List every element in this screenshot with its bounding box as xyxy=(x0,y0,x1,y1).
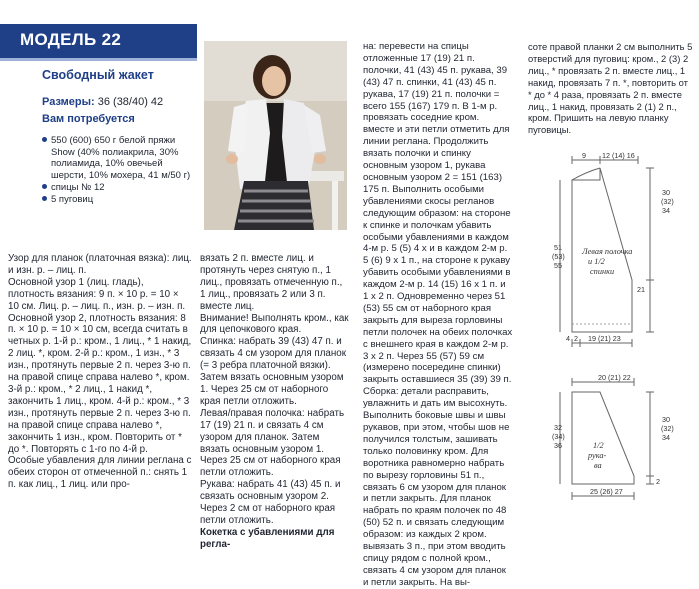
materials-list xyxy=(42,135,197,205)
sleeve-label-line3: ва xyxy=(594,461,602,470)
dim-left: 51 xyxy=(554,243,562,252)
sleeve-dim-left-3: 36 xyxy=(554,441,562,450)
schematic-label-line2: и 1/2 xyxy=(588,257,605,266)
text-paragraph: Левая/правая полочка: набрать 17 (19) 21 п. и связать 4 см узором для планок. Затем вязать основным узором 1. Через 25 см от наборного края петли отложить. xyxy=(200,407,345,479)
materials-heading: Вам потребуется xyxy=(42,113,135,125)
dim-right-top: 30 xyxy=(662,188,670,197)
text-paragraph: на: перевести на спицы отложенные 17 (19) 21 п. полочки, 41 (43) 45 п. рукава, 39 (43) 47 п. спинки, 41 (43) 45 п. рукава, 17 (19) 21 п. полочки = всего 155 (167) 179 п. В 1-м р. провязать соседние кром. вместе и эти петли отметить для линии реглана. Продолжить вязать полочки и спинку основным узором 1, рукава основным узором 2 = 151 (163) 175 п. Выполнить особыми убавлениями скосы регланов следующим образом: на стороне к спинке и полочкам убавить особыми убавлениями в каждом 4-м р. 5 (5) 4 х и в каждом 2-м р. 5 (6) 9 х 1 п., на стороне к рукаву убавить особыми убавлениями в каждом 2-м р. 14 (15) 16 х 1 п. и 1 х 2 п. Одновременно через 51 (53) 55 см от наборного края закрыть для выреза горловины петли полочек на обеих полочках с внешнего края в каждом 2-м р. 3 х 2 п. Через 55 (57) 59 см (измерено посередине спинки) закрыть оставшиеся 35 (39) 39 п. xyxy=(363,41,513,386)
sleeve-dim-top: 20 (21) 22 xyxy=(598,373,631,382)
sleeve-dim-left-2: (34) xyxy=(552,432,565,441)
front-back-schematic xyxy=(540,150,699,350)
text-paragraph: Узор для планок (платочная вязка): лиц. и изн. р. – лиц. п. xyxy=(8,253,192,276)
middle-column-text xyxy=(200,253,350,551)
sleeve-label-line2: рука- xyxy=(588,451,607,460)
sizes-value: 36 (38/40) 42 xyxy=(97,96,164,108)
sleeve-dim-right-bottom: 2 xyxy=(656,477,660,486)
dim-left-3: 55 xyxy=(554,261,562,270)
list-item: спицы № 12 xyxy=(42,182,197,194)
text-paragraph: Основной узор 1 (лиц. гладь), плотность вязания: 9 п. × 10 р. = 10 × 10 см. Лиц. р. – лиц. п., изн. р. – изн. п. xyxy=(8,276,186,312)
text-paragraph: Особые убавления для линии реглана с обеих сторон от отмеченной п.: снять 1 п. как лиц., 1 лиц. или про- xyxy=(8,455,192,491)
text-paragraph: вязать 2 п. вместе лиц. и протянуть через снятую п., 1 лиц., провязать отмеченную п., 1 лиц., провязать 2 или 3 п. вместе лиц. xyxy=(200,253,343,312)
dim-top-b: 12 (14) 16 xyxy=(602,151,635,160)
sleeve-dim-bottom: 25 (26) 27 xyxy=(590,487,623,496)
sleeve-schematic xyxy=(540,372,699,502)
sleeve-label-line1: 1/2 xyxy=(593,441,604,450)
dim-bottom-c: 4 xyxy=(566,334,570,343)
text-paragraph: Спинка: набрать 39 (43) 47 п. и связать 4 см узором для планок (= 3 ребра платочной вязки). Затем вязать основным узором 1. Через 25 см от наборного края петли отложить. xyxy=(200,336,347,407)
list-item: 550 (600) 650 г белой пряжи Show (40% полиакрила, 30% полиамида, 10% овечьей шерсти, 10% мохера, 41 м/50 г) xyxy=(42,135,197,182)
schematic-label-line1: Левая полочка xyxy=(582,247,633,256)
sleeve-dim-right-top-3: 34 xyxy=(662,433,670,442)
schematic-label-line3: спинки xyxy=(590,267,615,276)
header-accent-stripe xyxy=(0,58,197,61)
text-paragraph: Сборка: детали расправить, увлажнить и дать им высохнуть. Выполнить боковые швы и швы рукавов, при этом, чтобы шов не получился толстым, зашивать только половинку кром. Для воротника равномерно набрать по вырезу горловины 51 п., связать 6 см узором для планок и петли закрыть. Для планок набрать по краям полочек по 48 (50) 52 п. и связать следующим образом: из каждых 2 кром. вывязать 3 п., при этом вводить спицу рядом с полной кром., связать 4 см узором для планок и петли закрыть. На вы- xyxy=(363,386,510,588)
dim-top-a: 9 xyxy=(582,151,586,160)
bullet-icon xyxy=(42,137,47,142)
text-paragraph: Кокетка с убавлениями для регла- xyxy=(200,526,335,550)
dim-right-top-3: 34 xyxy=(662,206,670,215)
bullet-icon xyxy=(42,184,47,189)
sizes-line xyxy=(42,96,163,108)
text-paragraph: Основной узор 2, плотность вязания: 8 п. × 10 р. = 10 × 10 см, всегда считать в четных р. 1-й р.: кром., 1 лиц., * 1 накид, 2 лиц. *, кром. 2-й р.: кром., 1 изн., * 3 изн., протянуть первые 2 п. через 3-ю п. на правой спице справа налево *, кром. 3-й р.: кром., * 2 лиц., 1 накид *, закончить 1 лиц., кром. 4-й р.: кром., * 3 изн., протянуть первые 2 п. через 3-ю п. на правой спице справа налево *, закончить 1 изн., кром. Повторить от * до *. Повторять с 1-го по 4-й р. xyxy=(8,312,192,455)
fourth-column-text: соте правой планки 2 см выполнить 5 отверстий для пуговиц: кром., 2 (3) 2 лиц., * провязать 2 п. вместе лиц., 1 накид, провязать 7 п. *, повторить от * до * 4 раза, провязать 2 п. вместе лиц., 1 накид, провязать 2 (1) 2 п., кром. Пришить на левую планку пуговицы. xyxy=(528,41,693,136)
model-photo-illustration xyxy=(204,41,347,230)
dim-bottom-a: 2 xyxy=(574,334,578,343)
sizes-label: Размеры: xyxy=(42,96,95,108)
text-paragraph: Внимание! Выполнять кром., как для цепочкового края. xyxy=(200,312,349,336)
dim-left-2: (53) xyxy=(552,252,565,261)
model-title: МОДЕЛЬ 22 xyxy=(20,30,122,49)
sleeve-dim-right-top-2: (32) xyxy=(661,424,674,433)
dim-right-top-2: (32) xyxy=(661,197,674,206)
garment-title: Свободный жакет xyxy=(42,68,154,82)
left-column-text xyxy=(8,253,192,491)
model-photo xyxy=(204,41,347,230)
sleeve-dim-left: 32 xyxy=(554,423,562,432)
sleeve-dim-right-top: 30 xyxy=(662,415,670,424)
dim-bottom-b: 19 (21) 23 xyxy=(588,334,621,343)
dim-right-mid: 21 xyxy=(637,285,645,294)
bullet-icon xyxy=(42,196,47,201)
text-paragraph: Рукава: набрать 41 (43) 45 п. и связать основным узором 2. Через 2 см от наборного края петли отложить. xyxy=(200,479,341,526)
list-item: 5 пуговиц xyxy=(42,194,197,206)
third-column-text xyxy=(363,41,513,589)
